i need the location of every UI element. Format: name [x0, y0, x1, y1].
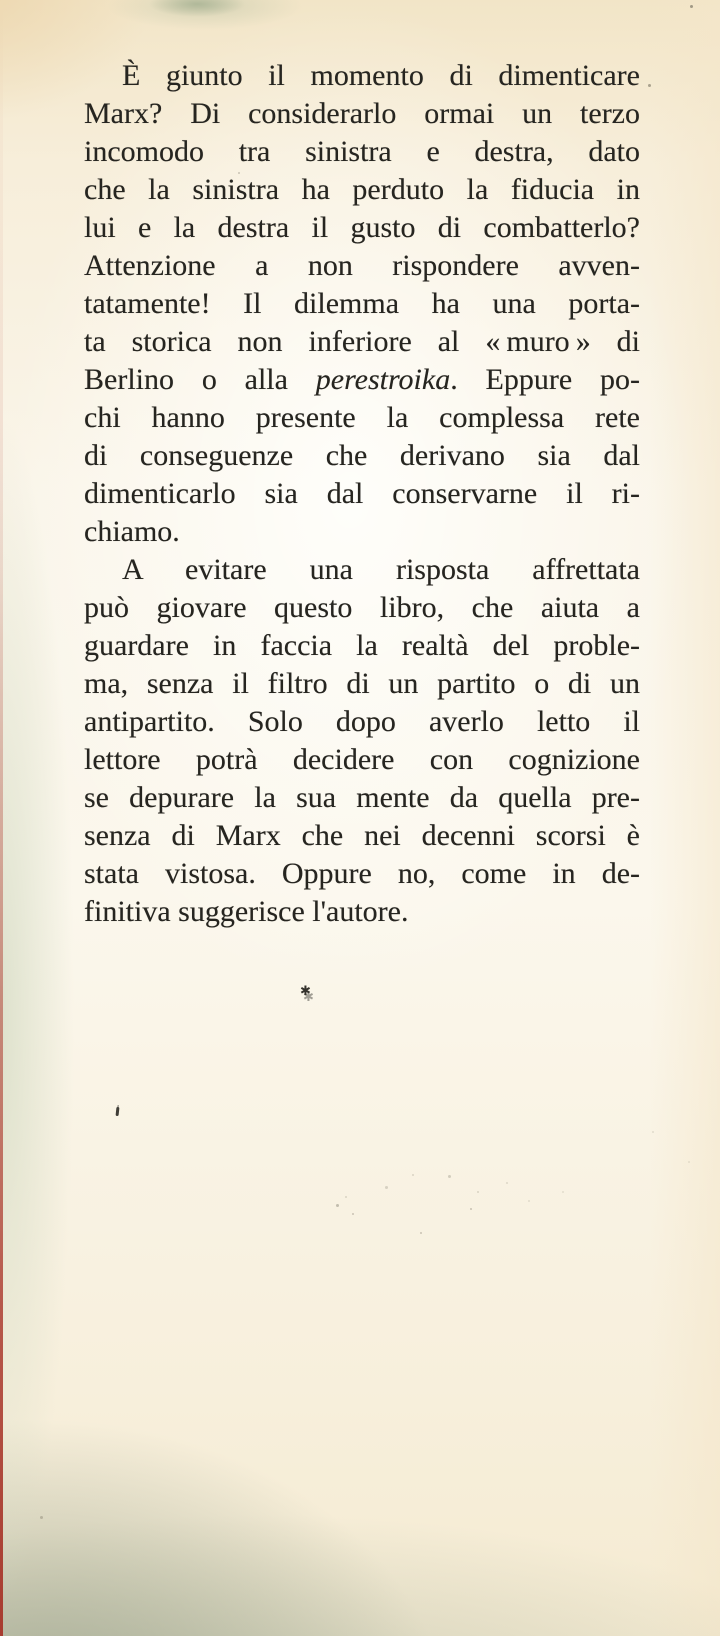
paragraph: [84, 57, 640, 551]
text-line: chi hanno presente la complessa rete: [84, 401, 640, 434]
dust-speck: [352, 1213, 354, 1215]
text-line: dimenticarlo sia dal conservarne il ri-: [84, 477, 640, 510]
paragraph: [84, 551, 640, 931]
text-line: se depurare la sua mente da quella pre-: [84, 781, 640, 814]
dust-speck: [470, 1208, 472, 1210]
dust-speck: [345, 1196, 347, 1198]
text-line: Attenzione a non rispondere avven-: [84, 249, 640, 282]
text-line: Berlino o alla perestroika. Eppure po-: [84, 363, 640, 396]
dust-speck: [477, 1191, 479, 1193]
asterisk-mark: ✱: [300, 984, 311, 999]
dust-speck: [562, 1191, 564, 1193]
text-line: che la sinistra ha perduto la fiducia in: [84, 173, 640, 206]
book-edge-line: [0, 0, 3, 1636]
dust-speck: [506, 1182, 508, 1184]
text-line: Marx? Di considerarlo ormai un terzo: [84, 97, 640, 130]
dust-speck: [652, 1131, 654, 1133]
ink-speck: [116, 1107, 120, 1116]
dust-speck: [420, 1232, 422, 1234]
text-line: lettore potrà decidere con cognizione: [84, 743, 640, 776]
text-line: lui e la destra il gusto di combatterlo?: [84, 211, 640, 244]
text-line: finitiva suggerisce l'autore.: [84, 895, 409, 928]
text-line: È giunto il momento di dimenticare: [122, 59, 640, 92]
dust-speck: [385, 1186, 388, 1189]
text-line: ma, senza il filtro di un partito o di un: [84, 667, 640, 700]
text-line: antipartito. Solo dopo averlo letto il: [84, 705, 640, 738]
text-line: chiamo.: [84, 515, 180, 548]
text-line: incomodo tra sinistra e destra, dato: [84, 135, 640, 168]
text-line: di conseguenze che derivano sia dal: [84, 439, 640, 472]
dust-speck: [238, 172, 240, 174]
text-line: tatamente! Il dilemma ha una porta-: [84, 287, 640, 320]
text-line: stata vistosa. Oppure no, come in de-: [84, 857, 640, 890]
text-line: A evitare una risposta affrettata: [122, 553, 640, 586]
text-line: guardare in faccia la realtà del proble-: [84, 629, 640, 662]
dust-speck: [412, 1174, 414, 1176]
dust-speck: [448, 1175, 451, 1178]
text-line: ta storica non inferiore al « muro » di: [84, 325, 640, 358]
text-line: può giovare questo libro, che aiuta a: [84, 591, 640, 624]
dust-speck: [648, 84, 651, 87]
text-line: senza di Marx che nei decenni scorsi è: [84, 819, 640, 852]
dust-speck: [40, 1516, 43, 1519]
dust-speck: [528, 1200, 530, 1202]
dust-speck: [336, 1204, 339, 1207]
dust-speck: [688, 1161, 690, 1163]
dust-speck: [690, 5, 693, 8]
text-block: [84, 57, 640, 931]
